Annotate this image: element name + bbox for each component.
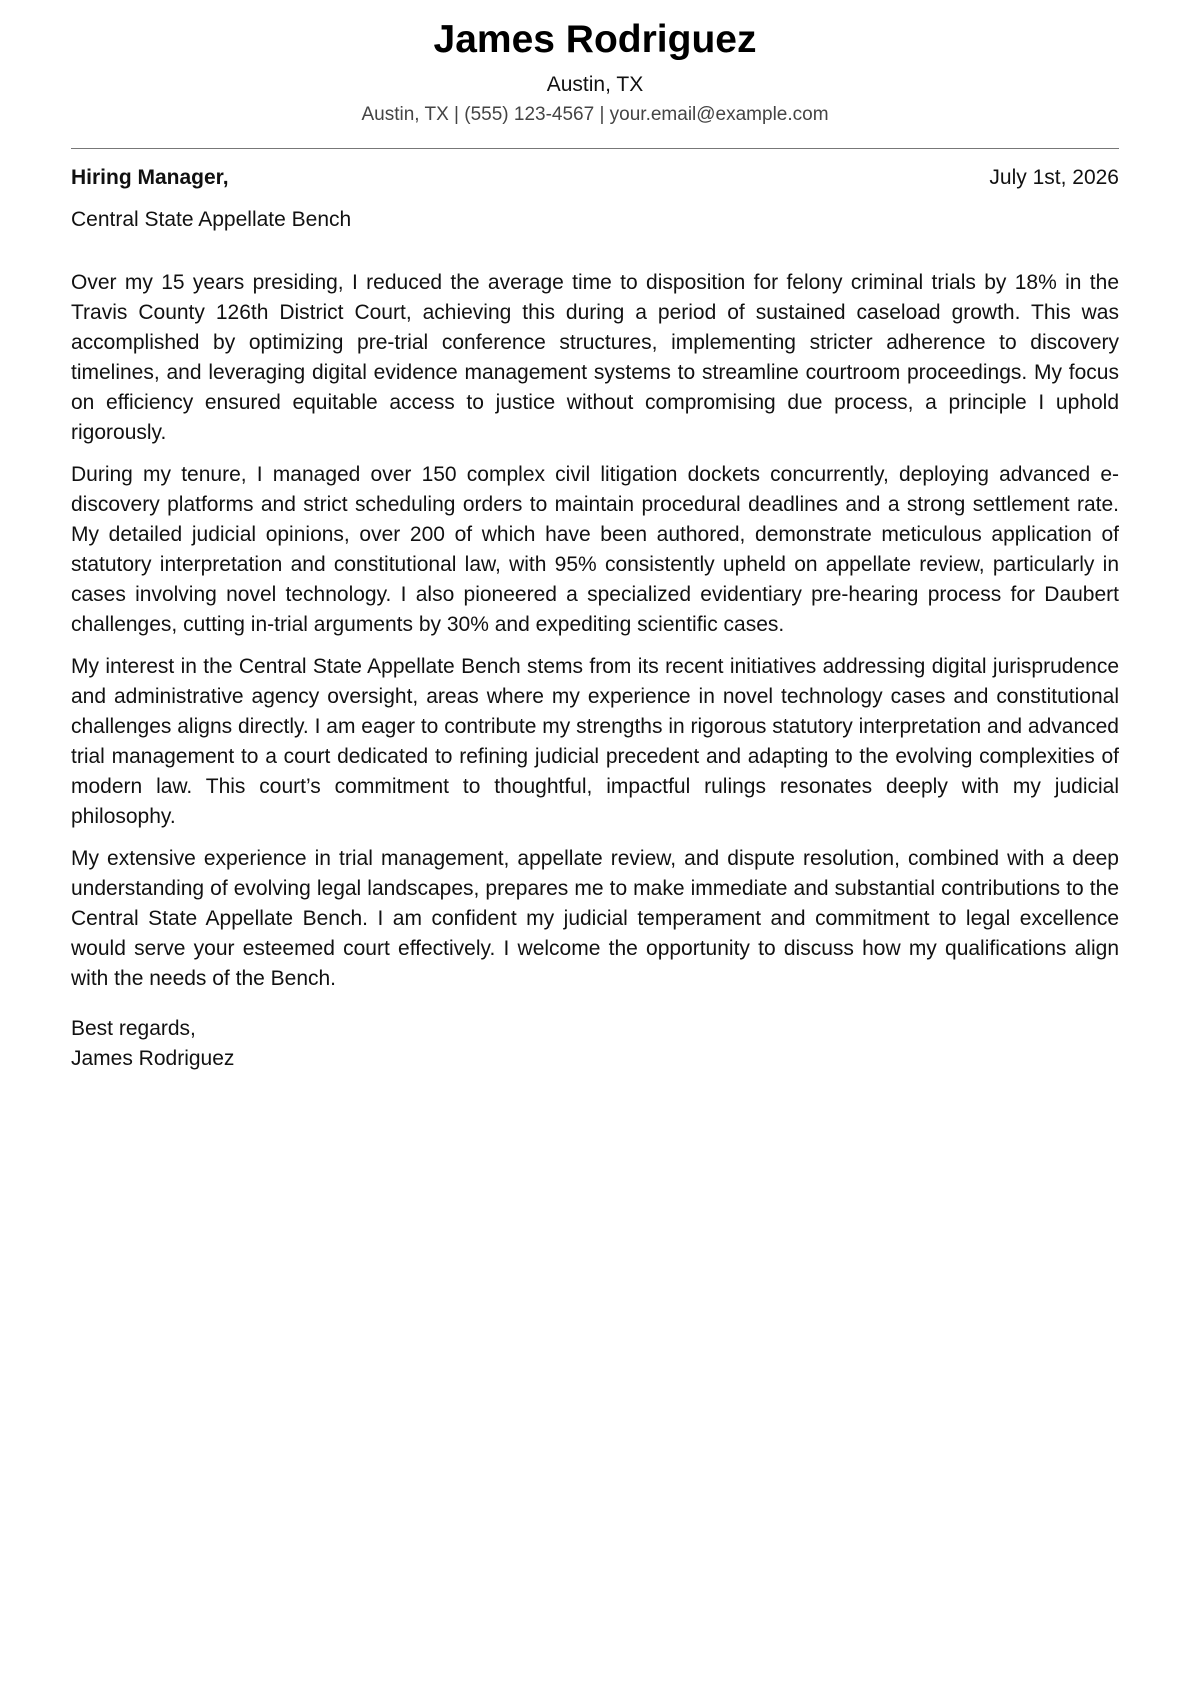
closing-phrase: Best regards, bbox=[71, 1017, 196, 1040]
sender-name: James Rodriguez bbox=[433, 18, 757, 61]
body-paragraph-1: Over my 15 years presiding, I reduced the average time to disposition for felony criminal trials by 18% in the Travis County 126th District Court, achieving this during a period of sustained caseload growth. This was accomplished by optimizing pre-trial conference structures, implementing stricter adherence to discovery timelines, and leveraging digital evidence management systems to streamline courtroom proceedings. My focus on efficiency ensured equitable access to justice without compromising due process, a principle I uphold rigorously. bbox=[71, 271, 1119, 444]
sender-contact-line: Austin, TX | (555) 123-4567 | your.email@example.com bbox=[361, 104, 829, 125]
recipient-salutation: Hiring Manager, bbox=[71, 166, 229, 189]
letter-closing-block bbox=[71, 1014, 1119, 1074]
signature-name: James Rodriguez bbox=[71, 1047, 235, 1070]
recipient-organization: Central State Appellate Bench bbox=[71, 208, 352, 231]
letter-body bbox=[71, 268, 1119, 994]
letter-header bbox=[71, 0, 1119, 128]
sender-location: Austin, TX bbox=[546, 73, 644, 96]
header-divider bbox=[71, 148, 1119, 149]
body-paragraph-3: My interest in the Central State Appellate Bench stems from its recent initiatives addressing digital jurisprudence and administrative agency oversight, areas where my experience in novel technology cases and constitutional challenges aligns directly. I am eager to contribute my strengths in rigorous statutory interpretation and advanced trial management to a court dedicated to refining judicial precedent and adapting to the evolving complexities of modern law. This court’s commitment to thoughtful, impactful rulings resonates deeply with my judicial philosophy. bbox=[71, 655, 1119, 828]
body-paragraph-4: My extensive experience in trial management, appellate review, and dispute resolution, combined with a deep understanding of evolving legal landscapes, prepares me to make immediate and substantial contributions to the Central State Appellate Bench. I am confident my judicial temperament and commitment to legal excellence would serve your esteemed court effectively. I welcome the opportunity to discuss how my qualifications align with the needs of the Bench. bbox=[71, 847, 1119, 990]
recipient-date-row bbox=[71, 163, 1119, 193]
letter-date: July 1st, 2026 bbox=[989, 166, 1119, 189]
body-paragraph-2: During my tenure, I managed over 150 complex civil litigation dockets concurrently, deploying advanced e-discovery platforms and strict scheduling orders to maintain procedural deadlines and a strong settlement rate. My detailed judicial opinions, over 200 of which have been authored, demonstrate meticulous application of statutory interpretation and constitutional law, with 95% consistently upheld on appellate review, particularly in cases involving novel technology. I also pioneered a specialized evidentiary pre-hearing process for Daubert challenges, cutting in-trial arguments by 30% and expediting scientific cases. bbox=[71, 463, 1119, 636]
